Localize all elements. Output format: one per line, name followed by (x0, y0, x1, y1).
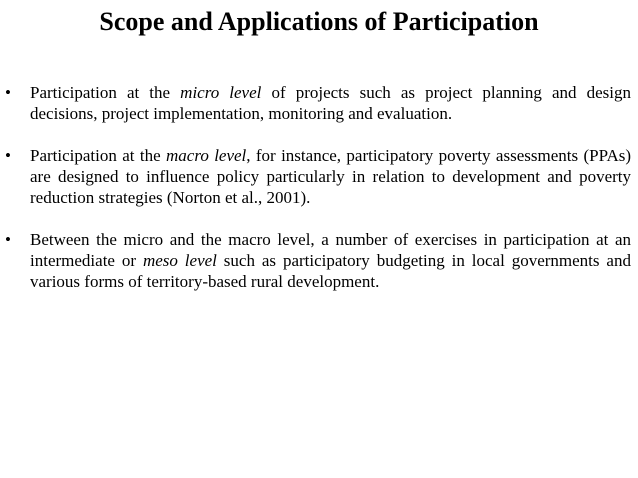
bullet-text-pre: Between the micro and the macro level, a number of exercises in participation at an intermediate or (30, 230, 631, 270)
bullet-icon: • (5, 230, 11, 249)
bullet-text-emphasis: macro level (166, 146, 247, 165)
bullet-item-meso (5, 229, 631, 292)
bullet-item-micro (5, 82, 631, 124)
bullet-text-post: such as participatory budgeting in local governments and various forms of territory-based rural development. (30, 251, 631, 291)
bullet-icon: • (5, 146, 11, 165)
bullet-text-post: , for instance, participatory poverty assessments (PPAs) are designed to influence policy particularly in relation to development and poverty reduction strategies (Norton et al., 2001). (30, 146, 632, 207)
bullet-text-emphasis: micro level (180, 83, 262, 102)
bullet-text-post: of projects such as project planning and design decisions, project implementation, monitoring and evaluation. (30, 83, 631, 123)
bullet-item-macro (5, 145, 631, 208)
bullet-list (5, 82, 631, 313)
bullet-icon: • (5, 83, 11, 102)
bullet-text-emphasis: meso level (142, 251, 217, 270)
slide-title: Scope and Applications of Participation (99, 7, 539, 36)
bullet-text-pre: Participation at the (30, 83, 181, 102)
bullet-text-pre: Participation at the (30, 146, 167, 165)
